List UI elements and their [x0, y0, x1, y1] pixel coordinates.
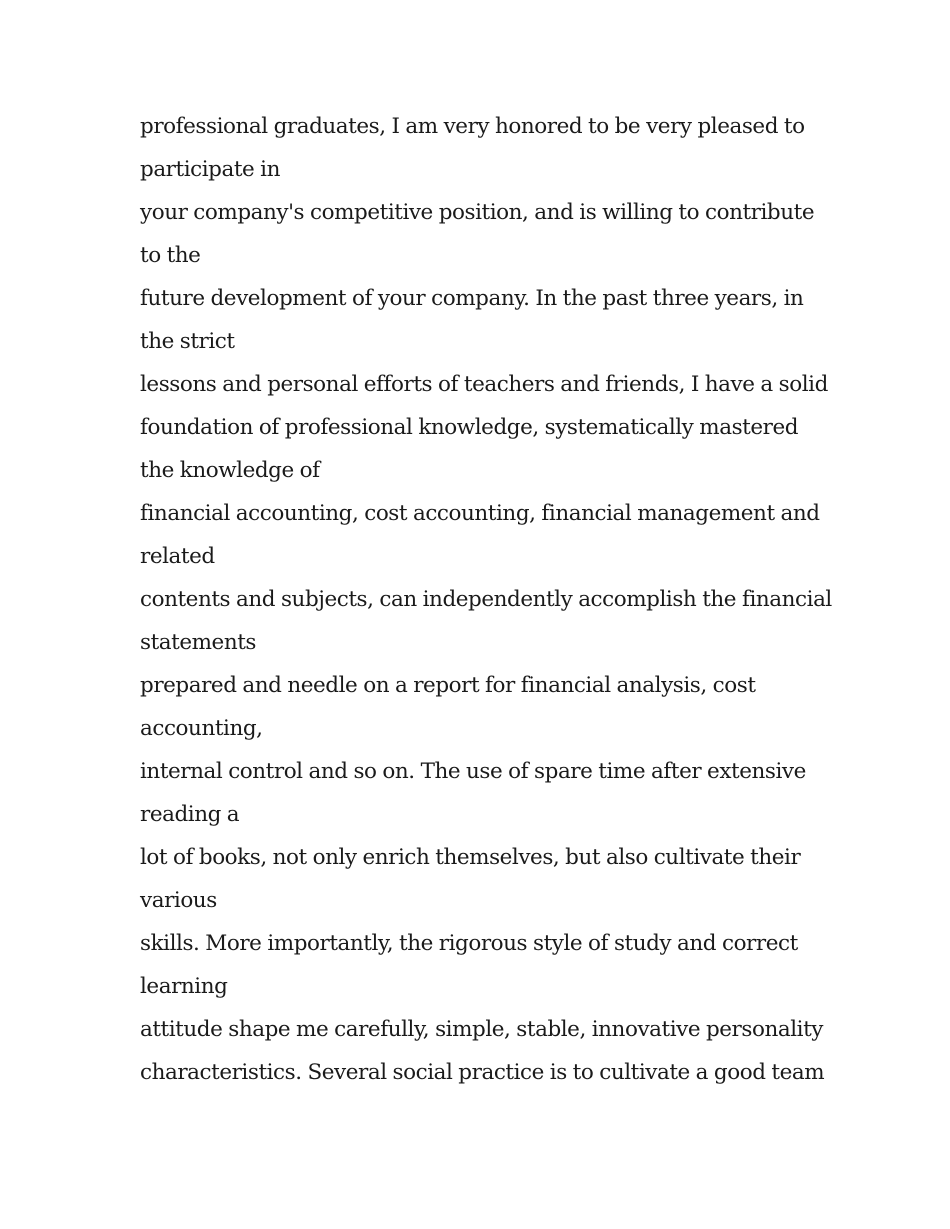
text-line: future development of your company. In the past three years, in [140, 286, 804, 311]
text-line: financial accounting, cost accounting, financial management and [140, 501, 820, 526]
text-line: the knowledge of [140, 458, 320, 483]
text-line: skills. More importantly, the rigorous style of study and correct [140, 931, 798, 956]
text-line: contents and subjects, can independently accomplish the financial [140, 587, 832, 612]
text-line: professional graduates, I am very honored to be very pleased to [140, 114, 805, 139]
text-line: related [140, 544, 215, 569]
text-line: lot of books, not only enrich themselves, but also cultivate their [140, 845, 801, 870]
text-line: prepared and needle on a report for financial analysis, cost [140, 673, 756, 698]
text-line: learning [140, 974, 228, 999]
text-line: lessons and personal efforts of teachers and friends, I have a solid [140, 372, 828, 397]
text-line: attitude shape me carefully, simple, stable, innovative personality [140, 1017, 823, 1042]
text-line: the strict [140, 329, 235, 354]
text-line: various [140, 888, 217, 913]
text-line: characteristics. Several social practice is to cultivate a good team [140, 1060, 825, 1085]
text-line: reading a [140, 802, 240, 827]
text-line: your company's competitive position, and is willing to contribute [140, 200, 815, 225]
text-line: participate in [140, 157, 280, 182]
text-line: foundation of professional knowledge, systematically mastered [140, 415, 799, 440]
text-line: accounting, [140, 716, 263, 741]
body-text [140, 105, 830, 1094]
text-line: internal control and so on. The use of spare time after extensive [140, 759, 806, 784]
text-line: statements [140, 630, 256, 655]
text-line: to the [140, 243, 201, 268]
